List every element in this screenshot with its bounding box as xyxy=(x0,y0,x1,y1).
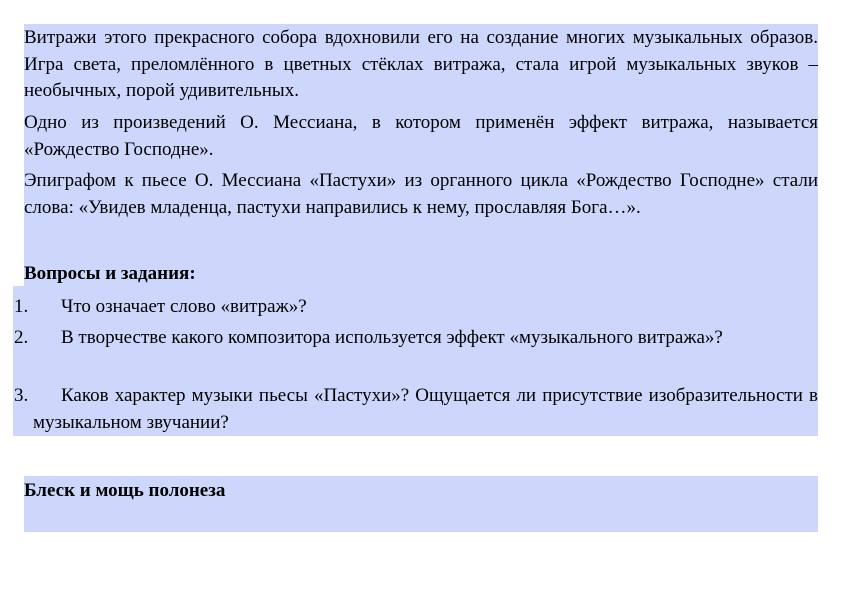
question-item xyxy=(14,294,818,321)
paragraph-messiaen-work: Одно из произведений О. Мессиана, в котором применён эффект витража, называется «Рождество Господне». xyxy=(24,112,818,160)
paragraph-stained-glass: Витражи этого прекрасного собора вдохновили его на создание многих музыкальных образов. Игра света, преломлённого в цветных стёклах витража, стала игрой музыкальных звуков – необычных, порой удивительных. xyxy=(24,27,818,101)
question-item xyxy=(14,383,818,436)
questions-heading: Вопросы и задания: xyxy=(24,263,196,284)
question-item xyxy=(14,325,818,352)
section-title: Блеск и мощь полонеза xyxy=(24,480,226,501)
question-number: 1. xyxy=(14,296,29,317)
question-text: Что означает слово «витраж»? xyxy=(61,296,307,317)
question-number: 2. xyxy=(14,327,29,348)
question-text: В творчестве какого композитора используется эффект «музыкального витража»? xyxy=(61,327,723,348)
question-text: Каков характер музыки пьесы «Пастухи»? Ощущается ли присутствие изобразительности в музыкальном звучании? xyxy=(33,385,818,433)
question-number: 3. xyxy=(14,385,29,406)
paragraph-epigraph: Эпиграфом к пьесе О. Мессиана «Пастухи» из органного цикла «Рождество Господне» стали слова: «Увидев младенца, пастухи направились к нему, прославляя Бога…». xyxy=(24,170,818,218)
